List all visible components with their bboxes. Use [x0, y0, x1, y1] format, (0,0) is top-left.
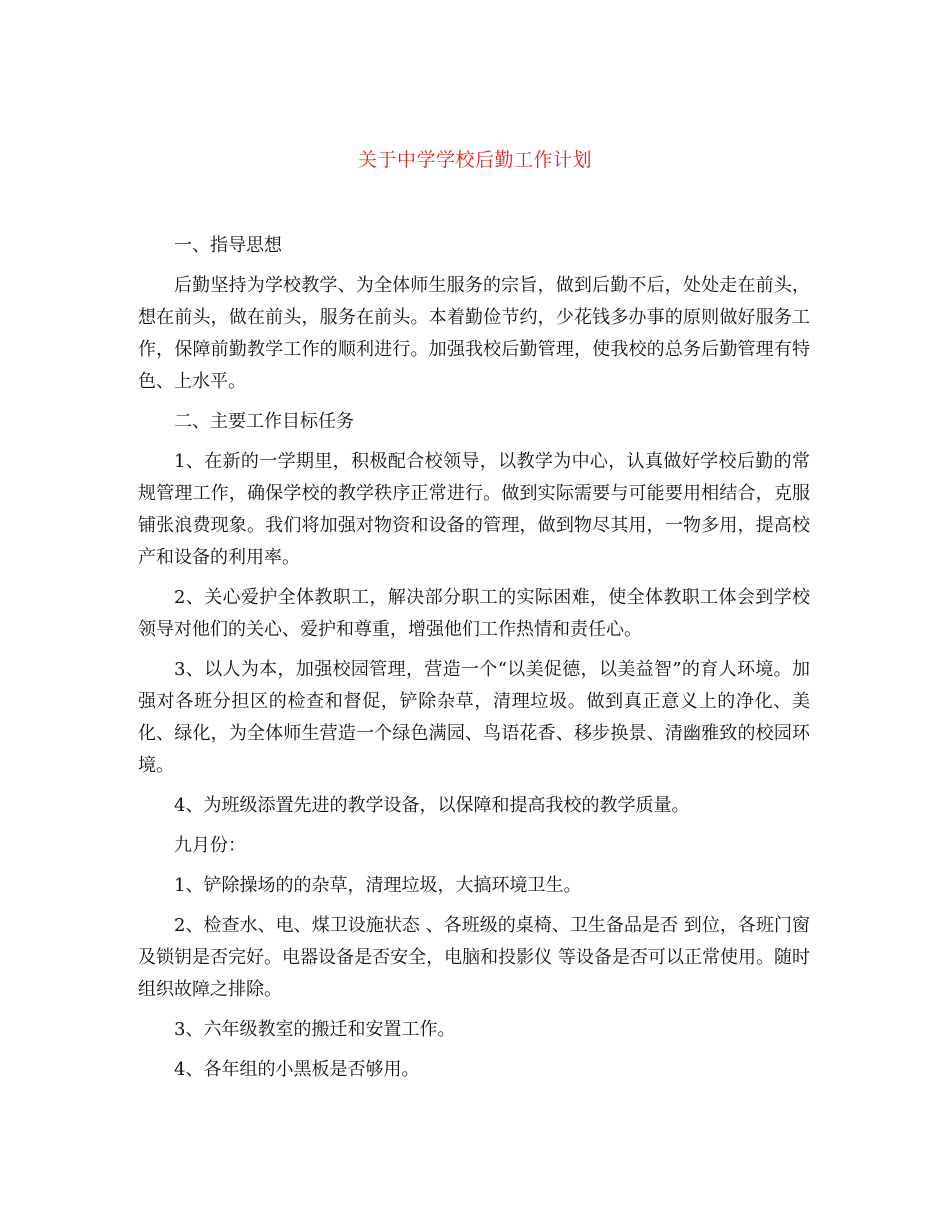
paragraph: 4、为班级添置先进的教学设备，以保障和提高我校的教学质量。: [174, 795, 690, 816]
paragraph: 3、六年级教室的搬迁和安置工作。: [174, 1019, 456, 1040]
document-title: 关于中学学校后勤工作计划: [357, 149, 592, 171]
paragraph: 3、以人为本，加强校园管理，营造一个“以美促德，以美益智”的育人环境。加强对各班分担区的检查和督促，铲除杂草，清理垃圾。做到真正意义上的净化、美化、绿化，为全体师生营造一个绿色满园、鸟语花香、移步换景、清幽雅致的校园环境。: [138, 659, 810, 776]
paragraph: 2、检查水、电、煤卫设施状态 、各班级的桌椅、卫生备品是否 到位，各班门窗及锁钥是否完好。电器设备是否安全，电脑和投影仪 等设备是否可以正常使用。随时组织故障之排除。: [138, 915, 810, 1000]
section-heading-september: 九月份：: [174, 835, 246, 856]
document-body: [138, 230, 810, 1094]
paragraph: 1、在新的一学期里，积极配合校领导，以教学为中心，认真做好学校后勤的常规管理工作，确保学校的教学秩序正常进行。做到实际需要与可能要用相结合，克服铺张浪费现象。我们将加强对物资和设备的管理，做到物尽其用，一物多用，提高校产和设备的利用率。: [138, 451, 810, 568]
paragraph: 后勤坚持为学校教学、为全体师生服务的宗旨，做到后勤不后，处处走在前头，想在前头，做在前头，服务在前头。本着勤俭节约，少花钱多办事的原则做好服务工作，保障前勤教学工作的顺利进行。加强我校后勤管理，使我校的总务后勤管理有特色、上水平。: [138, 275, 810, 392]
paragraph: 1、铲除操场的的杂草，清理垃圾，大搞环境卫生。: [174, 875, 582, 896]
section-heading-guiding-ideology: 一、指导思想: [174, 235, 282, 256]
paragraph: 4、各年组的小黑板是否够用。: [174, 1059, 420, 1080]
paragraph: 2、关心爱护全体教职工，解决部分职工的实际困难，使全体教职工体会到学校领导对他们的关心、爱护和尊重，增强他们工作热情和责任心。: [138, 587, 810, 640]
section-heading-main-tasks: 二、主要工作目标任务: [174, 411, 354, 432]
